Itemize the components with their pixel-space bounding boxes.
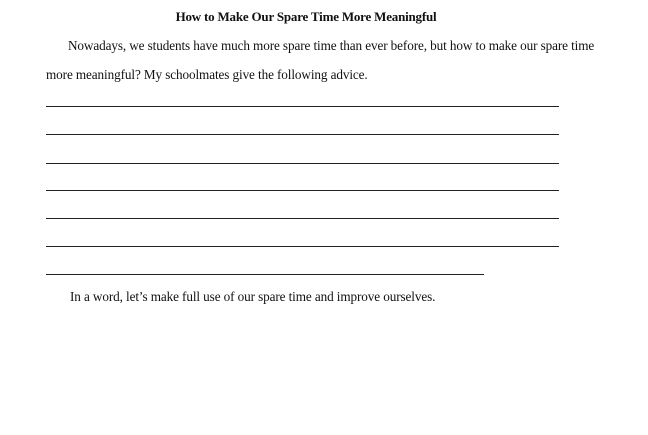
writing-line-4 <box>46 190 559 191</box>
intro-line-2: more meaningful? My schoolmates give the following advice. <box>46 67 368 82</box>
writing-line-1 <box>46 106 559 107</box>
writing-line-7 <box>46 274 484 275</box>
intro-line-1: Nowadays, we students have much more spare time than ever before, but how to make our spare time <box>68 38 595 53</box>
writing-line-2 <box>46 134 559 135</box>
essay-title: How to Make Our Spare Time More Meaningful <box>175 9 437 24</box>
writing-line-6 <box>46 246 559 247</box>
writing-line-5 <box>46 218 559 219</box>
writing-line-3 <box>46 163 559 164</box>
conclusion-line: In a word, let’s make full use of our spare time and improve ourselves. <box>70 289 436 304</box>
